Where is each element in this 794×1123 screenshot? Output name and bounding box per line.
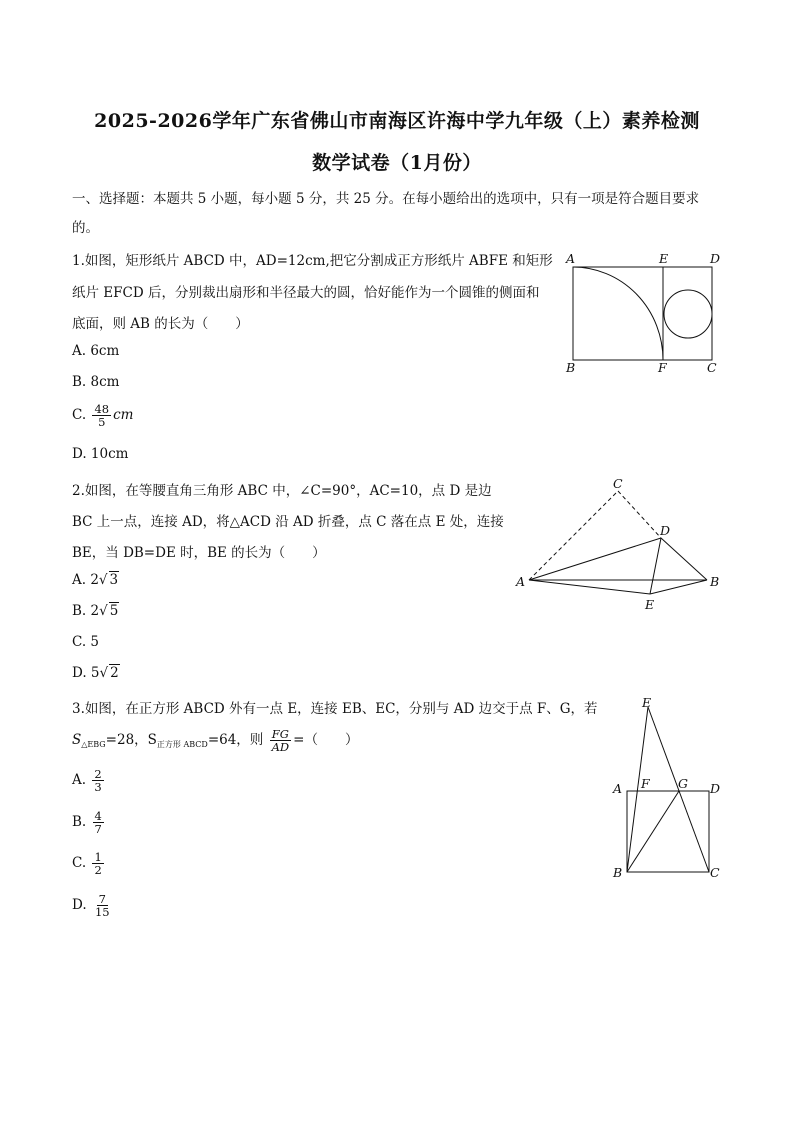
q2-label-d: D — [660, 523, 671, 538]
q3-label-a: A — [613, 781, 623, 796]
q1-stem-line3: 底面，则 AB 的长为（ ） — [72, 316, 249, 332]
q3-label-f: F — [641, 776, 650, 791]
q1-stem-line2: 纸片 EFCD 后，分别裁出扇形和半径最大的圆，恰好能作为一个圆锥的侧面和 — [72, 285, 540, 301]
q3-label-c: C — [710, 865, 720, 880]
q3-option-b: B. $\frac{4}{7}$ — [72, 809, 102, 836]
section-heading-cont: 的。 — [72, 220, 99, 236]
q2-figure — [510, 478, 730, 613]
q3-stem-line1: 3.如图，在正方形 ABCD 外有一点 E，连接 EB、EC，分别与 AD 边交于点 F、G，若 — [72, 701, 598, 717]
q2-label-e: E — [645, 597, 655, 612]
q3-option-d: D. $\frac{7}{15}$ — [72, 892, 110, 919]
q3-option-c: C. $\frac{1}{2}$ — [72, 850, 102, 877]
q1-label-b: B — [566, 360, 576, 375]
q3-stem-line2: $S_{\triangle EBG}=28$，$S_{正方形 ABCD}=64$，则 $\frac{FG}{AD}$ =（ ） — [72, 727, 359, 754]
q1-stem-line1: 1.如图，矩形纸片 ABCD 中，AD=12cm,把它分割成正方形纸片 ABFE 和矩形 — [72, 253, 553, 269]
q1-label-d: D — [710, 251, 721, 266]
q3-label-g: G — [678, 776, 688, 791]
q1-label-e: E — [659, 251, 669, 266]
q2-option-c: C. 5 — [72, 634, 100, 650]
exam-title-line1: 2025-2026学年广东省佛山市南海区许海中学九年级（上）素养检测 — [94, 110, 700, 132]
q2-label-c: C — [613, 476, 623, 491]
q1-option-b: B. 8cm — [72, 374, 120, 390]
q1-option-c-fraction: $\frac{48}{5}$ — [94, 402, 110, 429]
q3-ratio-fraction: $\frac{FG}{AD}$ — [271, 727, 290, 754]
q2-stem-line1: 2.如图，在等腰直角三角形 ABC 中，∠C=90°，AC=10，点 D 是边 — [72, 483, 492, 499]
q2-option-b: B. 2√ 5 — [72, 603, 119, 619]
q2-label-a: A — [516, 574, 526, 589]
q1-figure — [560, 250, 730, 380]
q1-option-d: D. 10cm — [72, 446, 129, 462]
q3-label-e: E — [642, 695, 652, 710]
q3-option-a: A. $\frac{2}{3}$ — [72, 767, 102, 794]
q3-figure — [608, 695, 728, 885]
q1-option-a: A. 6cm — [72, 343, 120, 359]
q2-option-d: D. 5√ 2 — [72, 665, 119, 681]
q1-label-c: C — [707, 360, 717, 375]
q3-label-b: B — [613, 865, 623, 880]
q2-option-a: A. 2√ 3 — [72, 572, 119, 588]
q1-label-f: F — [658, 360, 667, 375]
q2-stem-line2: BC 上一点，连接 AD，将△ACD 沿 AD 折叠，点 C 落在点 E 处，连接 — [72, 514, 504, 530]
q2-stem-line3: BE，当 DB=DE 时，BE 的长为（ ） — [72, 545, 326, 561]
exam-title-line2: 数学试卷（1月份） — [312, 152, 482, 174]
q1-label-a: A — [566, 251, 576, 266]
q2-label-b: B — [710, 574, 720, 589]
section-heading: 一、选择题：本题共 5 小题，每小题 5 分，共 25 分。在每小题给出的选项中，只有一项是符合题目要求 — [72, 191, 700, 207]
q3-label-d: D — [710, 781, 721, 796]
q1-option-c: C. $\frac{48}{5}$ cm — [72, 402, 134, 429]
